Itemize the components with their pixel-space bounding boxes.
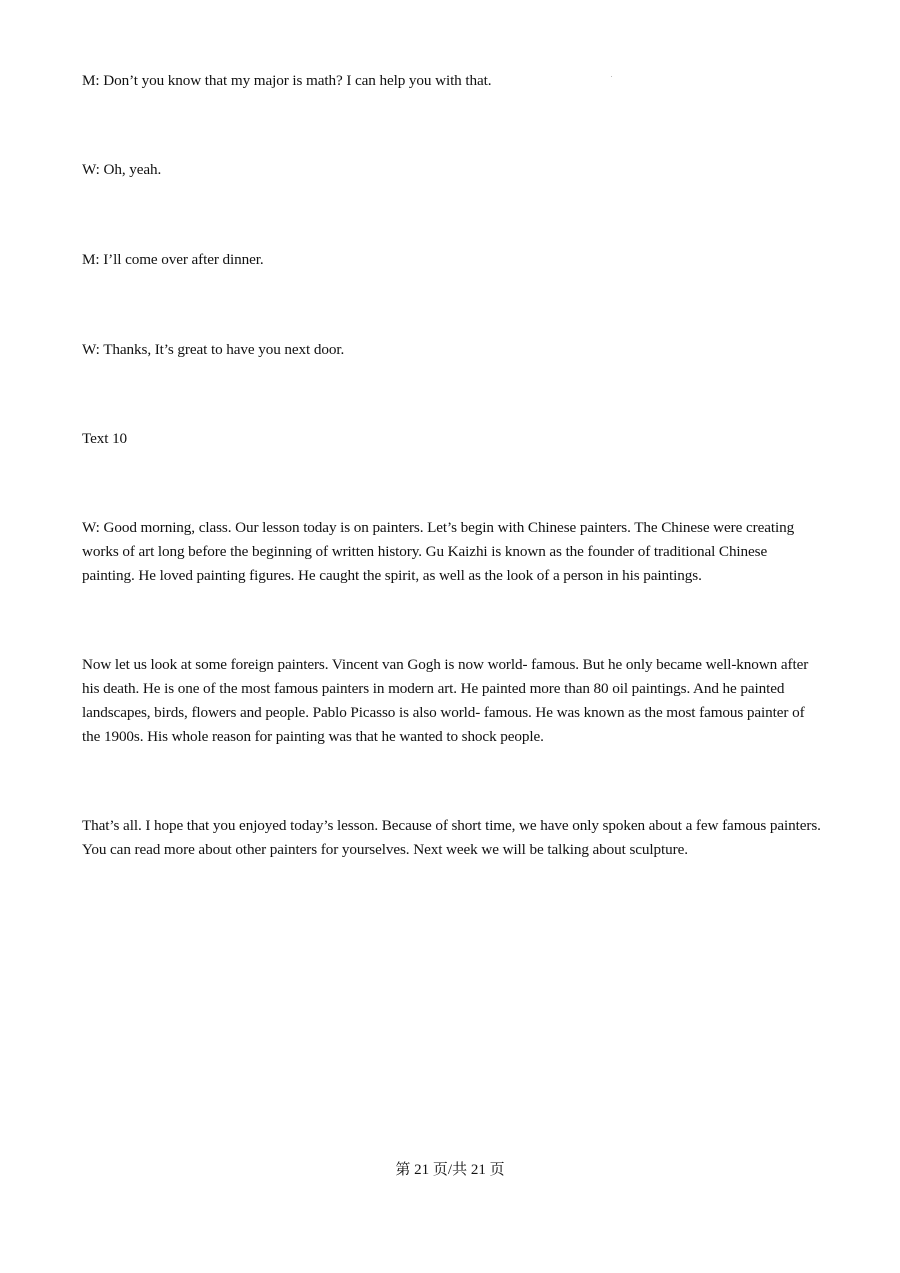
dialogue-line-woman-2: W: Thanks, It’s great to have you next door. — [82, 341, 345, 358]
lesson-paragraph-chinese-painters: W: Good morning, class. Our lesson today is on painters. Let’s begin with Chinese painters. The Chinese were creating works of art long before the beginning of written history. Gu Kaizhi is known as the founder of traditional Chinese painting. He loved painting figures. He caught the spirit, as well as the look of a person in his paintings. — [82, 519, 795, 584]
dialogue-line-man-1: M: Don’t you know that my major is math? I can help you with that. — [82, 72, 492, 89]
dialogue-line-man-2: M: I’ll come over after dinner. — [82, 251, 264, 268]
section-heading-text-10: Text 10 — [82, 430, 128, 447]
page-number-footer: 第 21 页/共 21 页 — [395, 1162, 505, 1178]
lesson-paragraph-conclusion: That’s all. I hope that you enjoyed today’s lesson. Because of short time, we have only spoken about a few famous painters. You can read more about other painters for yourselves. Next week we will be talking about sculpture. — [82, 817, 821, 858]
dialogue-line-woman-1: W: Oh, yeah. — [82, 161, 162, 178]
lesson-paragraph-foreign-painters: Now let us look at some foreign painters. Vincent van Gogh is now world- famous. But he only became well-known after his death. He is one of the most famous painters in modern art. He painted more than 80 oil paintings. And he painted landscapes, birds, flowers and people. Pablo Picasso is also world- famous. He was known as the most famous painter of the 1900s. His whole reason for painting was that he wanted to shock people. — [82, 656, 809, 745]
